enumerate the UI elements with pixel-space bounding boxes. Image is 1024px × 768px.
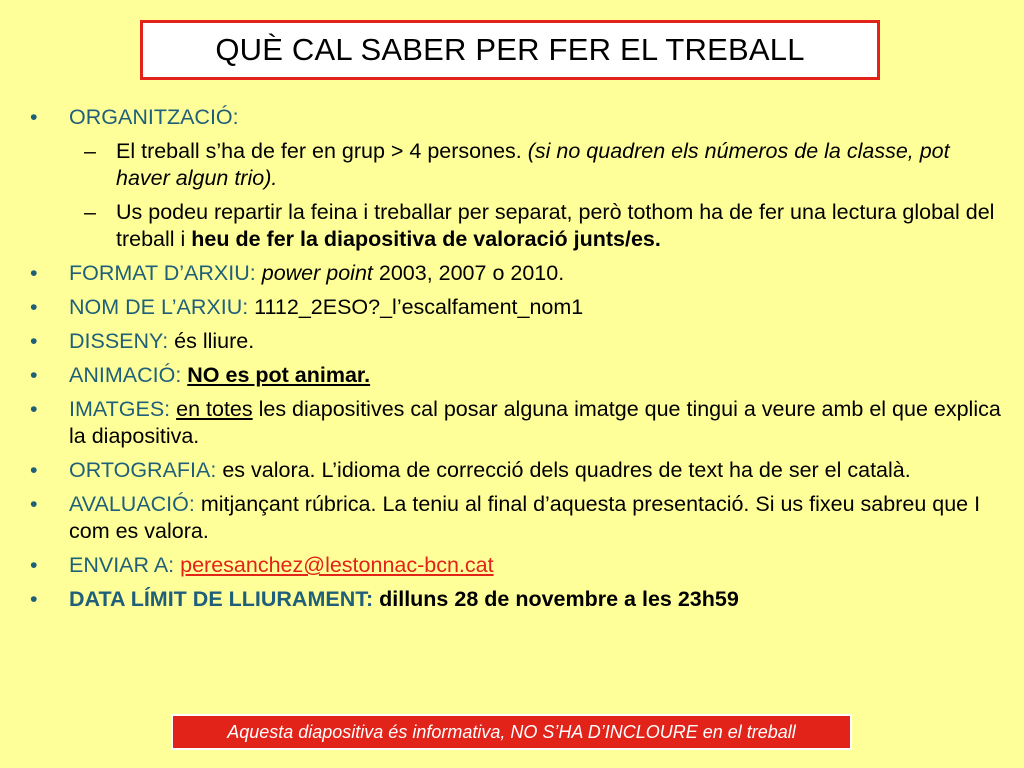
work-split-text: Us podeu repartir la feina i treballar per separat, però tothom ha de fer una lectura global del treball i xyxy=(116,200,995,251)
sub-item-work-split xyxy=(30,199,1005,253)
organitzacio-label: ORGANITZACIÓ: xyxy=(69,105,239,129)
enviar-label: ENVIAR A: xyxy=(69,553,175,577)
nom-label: NOM DE L’ARXIU: xyxy=(69,295,249,319)
format-rest: 2003, 2007 o 2010. xyxy=(372,261,565,285)
title-box xyxy=(140,20,880,80)
nom-value: 1112_2ESO?_l’escalfament_nom1 xyxy=(248,295,584,319)
bullet-list xyxy=(30,104,1005,613)
group-size-note: (si no quadren els números de la classe, pot haver algun trio). xyxy=(116,139,950,190)
ortografia-value: es valora. L’idioma de correcció dels quadres de text ha de ser el català. xyxy=(216,458,911,482)
list-item-animacio xyxy=(30,362,1005,389)
list-item-enviar xyxy=(30,552,1005,579)
ortografia-label: ORTOGRAFIA: xyxy=(69,458,217,482)
list-item-imatges xyxy=(30,396,1005,450)
list-item-format xyxy=(30,260,1005,287)
imatges-underlined: en totes xyxy=(176,397,253,421)
page-title: QUÈ CAL SABER PER FER EL TREBALL xyxy=(215,32,805,67)
data-limit-label: DATA LÍMIT DE LLIURAMENT: xyxy=(69,587,374,611)
email-link[interactable]: peresanchez@lestonnac-bcn.cat xyxy=(180,553,494,577)
avaluacio-label: AVALUACIÓ: xyxy=(69,492,195,516)
disseny-value: és lliure. xyxy=(168,329,255,353)
footer-text: Aquesta diapositiva és informativa, NO S’HA D’INCLOURE en el treball xyxy=(227,721,796,742)
list-item-data-limit xyxy=(30,586,1005,613)
sub-item-group-size xyxy=(30,138,1005,192)
imatges-label: IMATGES: xyxy=(69,397,171,421)
list-item-nom xyxy=(30,294,1005,321)
disseny-label: DISSENY: xyxy=(69,329,169,353)
data-limit-value: dilluns 28 de novembre a les 23h59 xyxy=(373,587,739,611)
group-size-text: El treball s’ha de fer en grup > 4 persones. xyxy=(116,139,528,163)
list-item-avaluacio xyxy=(30,491,1005,545)
format-italic: power point xyxy=(261,261,373,285)
list-item-ortografia xyxy=(30,457,1005,484)
list-item-disseny xyxy=(30,328,1005,355)
list-item-organitzacio xyxy=(30,104,1005,131)
footer-banner xyxy=(173,716,850,748)
format-label: FORMAT D’ARXIU: xyxy=(69,261,256,285)
animacio-label: ANIMACIÓ: xyxy=(69,363,182,387)
avaluacio-value: mitjançant rúbrica. La teniu al final d’aquesta presentació. Si us fixeu sabreu que I com es valora. xyxy=(69,492,981,543)
slide-content xyxy=(30,104,1005,620)
animacio-value: NO es pot animar. xyxy=(187,363,371,387)
work-split-bold: heu de fer la diapositiva de valoració junts/es. xyxy=(191,227,661,251)
imatges-rest: les diapositives cal posar alguna imatge que tingui a veure amb el que explica la diapositiva. xyxy=(69,397,1001,448)
